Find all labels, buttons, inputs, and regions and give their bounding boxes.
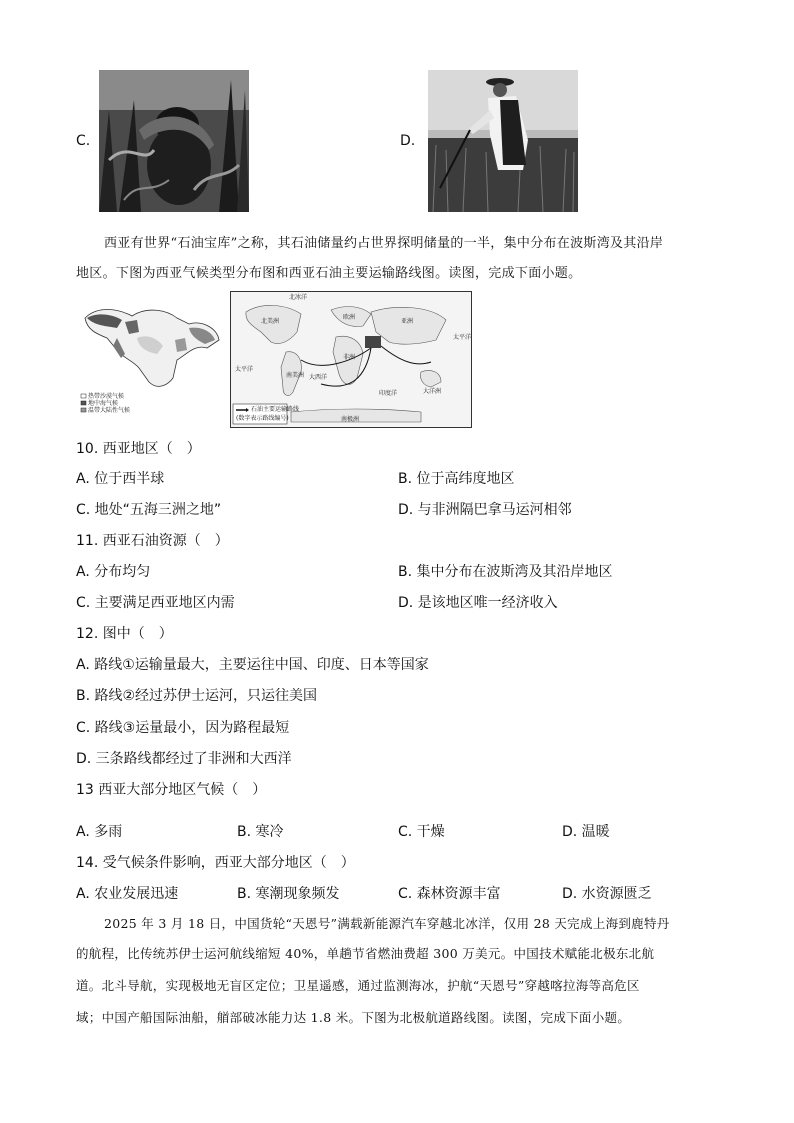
q14-option-a[interactable]: A. 农业发展迅速 bbox=[76, 886, 179, 902]
label-n-america: 北美洲 bbox=[261, 318, 280, 325]
legend-swatch-mediterranean bbox=[81, 401, 86, 405]
label-s-america: 南美洲 bbox=[286, 372, 305, 379]
q12-option-a[interactable]: A. 路线①运输量最大，主要运往中国、印度、日本等国家 bbox=[76, 657, 429, 673]
q11-stem: 11. 西亚石油资源（ ） bbox=[76, 533, 229, 549]
label-oceania: 大洋洲 bbox=[423, 388, 442, 395]
q11-option-b[interactable]: B. 集中分布在波斯湾及其沿岸地区 bbox=[398, 564, 613, 580]
label-pacific-right: 太平洋 bbox=[453, 334, 472, 341]
q11-option-a[interactable]: A. 分布均匀 bbox=[76, 564, 151, 580]
q12-option-b[interactable]: B. 路线②经过苏伊士运河，只运往美国 bbox=[76, 688, 318, 704]
intro-arctic-line2: 的航程，比传统苏伊士运河航线缩短 40%，单趟节省燃油费超 300 万美元。中国技术赋能北极东北航 bbox=[76, 946, 655, 961]
westasia-climate-map bbox=[77, 298, 227, 424]
q14-option-c[interactable]: C. 森林资源丰富 bbox=[398, 886, 501, 902]
q13-stem: 13 西亚大部分地区气候（ ） bbox=[76, 782, 267, 798]
q11-option-c[interactable]: C. 主要满足西亚地区内需 bbox=[76, 595, 235, 611]
intro-arctic-line1: 2025 年 3 月 18 日，中国货轮“天恩号”满载新能源汽车穿越北冰洋，仅用 28 天完成上海到鹿特丹 bbox=[104, 916, 670, 931]
persian-gulf-oil-region bbox=[365, 336, 381, 348]
q12-stem: 12. 图中（ ） bbox=[76, 626, 173, 642]
q14-option-b[interactable]: B. 寒潮现象频发 bbox=[237, 886, 340, 902]
q10-option-b[interactable]: B. 位于高纬度地区 bbox=[398, 471, 515, 487]
farmer-corn-illustration bbox=[99, 70, 249, 212]
label-indian: 印度洋 bbox=[379, 390, 398, 397]
label-antarctica: 南极洲 bbox=[341, 416, 360, 423]
q13-option-a[interactable]: A. 多雨 bbox=[76, 824, 123, 840]
q12-option-c[interactable]: C. 路线③运量最小，因为路程最短 bbox=[76, 720, 290, 736]
label-atlantic: 大西洋 bbox=[309, 374, 328, 381]
q13-option-b[interactable]: B. 寒冷 bbox=[237, 824, 284, 840]
option-d-label: D. bbox=[400, 133, 416, 149]
option-c-photo-farmer-corn bbox=[99, 70, 249, 212]
q13-option-d[interactable]: D. 温暖 bbox=[562, 824, 610, 840]
q14-option-d[interactable]: D. 水资源匮乏 bbox=[562, 886, 652, 902]
option-c-label: C. bbox=[76, 133, 91, 149]
label-asia: 亚洲 bbox=[401, 318, 414, 325]
route-legend-line1: 石油主要运输路线 bbox=[251, 406, 300, 413]
route-legend-line2: (数字表示路线编号) bbox=[236, 415, 289, 422]
label-pacific-left: 太平洋 bbox=[235, 366, 254, 373]
intro-arctic-line4: 域；中国产船国际油船，艏部破冰能力达 1.8 米。下图为北极航道路线图。读图，完成下面小题。 bbox=[76, 1010, 631, 1025]
climate-legend-mediterranean: 地中海气候 bbox=[88, 400, 119, 407]
label-europe: 欧洲 bbox=[343, 314, 356, 321]
climate-legend-continental: 温带大陆性气候 bbox=[88, 407, 131, 414]
legend-swatch-continental bbox=[81, 408, 86, 412]
label-arctic: 北冰洋 bbox=[289, 294, 308, 301]
q10-option-d[interactable]: D. 与非洲隔巴拿马运河相邻 bbox=[398, 502, 572, 518]
q11-option-d[interactable]: D. 是该地区唯一经济收入 bbox=[398, 595, 558, 611]
label-africa: 非洲 bbox=[343, 354, 356, 361]
q13-option-c[interactable]: C. 干燥 bbox=[398, 824, 445, 840]
option-d-photo-farmer-field bbox=[428, 70, 578, 212]
oil-route-world-map bbox=[230, 291, 472, 428]
q12-option-d[interactable]: D. 三条路线都经过了非洲和大西洋 bbox=[76, 751, 292, 767]
intro-westasia-line2: 地区。下图为西亚气候类型分布图和西亚石油主要运输路线图。读图，完成下面小题。 bbox=[76, 266, 582, 281]
farmer-scythe-illustration bbox=[428, 70, 578, 212]
q14-stem: 14. 受气候条件影响，西亚大部分地区（ ） bbox=[76, 855, 355, 871]
q10-stem: 10. 西亚地区（ ） bbox=[76, 441, 201, 457]
q10-option-a[interactable]: A. 位于西半球 bbox=[76, 471, 165, 487]
climate-legend-desert: 热带沙漠气候 bbox=[88, 393, 125, 400]
legend-swatch-desert bbox=[81, 394, 86, 398]
q10-option-c[interactable]: C. 地处“五海三洲之地” bbox=[76, 502, 222, 518]
intro-arctic-line3: 道。北斗导航，实现极地无盲区定位；卫星遥感，通过监测海冰，护航“天恩号”穿越喀拉海等高危区 bbox=[76, 978, 640, 993]
intro-westasia-line1: 西亚有世界“石油宝库”之称，其石油储量约占世界探明储量的一半，集中分布在波斯湾及其沿岸 bbox=[104, 236, 664, 251]
